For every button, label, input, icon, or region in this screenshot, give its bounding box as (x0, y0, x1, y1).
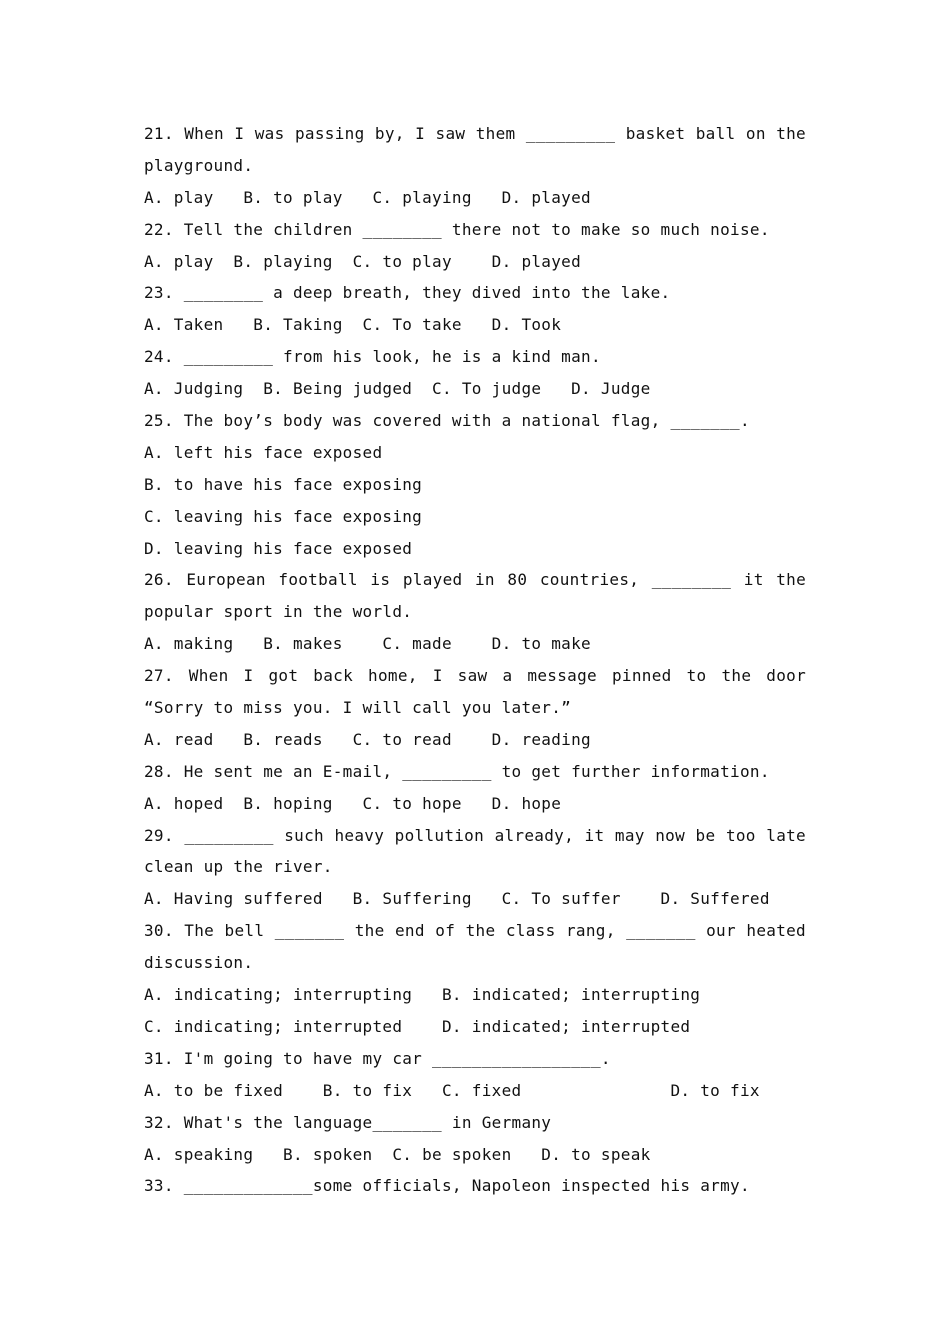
question-30-stem-cont: discussion. (144, 953, 254, 973)
question-27-stem-cont: “Sorry to miss you. I will call you later.” (144, 698, 572, 718)
question-33-stem: 33. _____________some officials, Napoleon inspected his army. (144, 1176, 750, 1196)
question-31-options: A. to be fixed B. to fix C. fixed D. to fix (144, 1080, 760, 1100)
question-25-option-d: D. leaving his face exposed (144, 538, 413, 558)
question-list (144, 118, 806, 1202)
question-30-options-ab: A. indicating; interrupting B. indicated; interrupting (144, 985, 701, 1005)
question-28-stem: 28. He sent me an E-mail, _________ to get further information. (144, 761, 770, 781)
question-22-options: A. play B. playing C. to play D. played (144, 251, 582, 271)
question-29-options: A. Having suffered B. Suffering C. To suffer D. Suffered (144, 889, 770, 909)
question-23-stem: 23. ________ a deep breath, they dived into the lake. (144, 283, 671, 303)
question-25-stem: 25. The boy’s body was covered with a national flag, _______. (144, 411, 750, 431)
question-30-stem: 30. The bell _______ the end of the class rang, _______ our heated (144, 921, 806, 941)
question-29-stem: 29. _________ such heavy pollution already, it may now be too late (144, 825, 806, 845)
question-24-stem: 24. _________ from his look, he is a kind man. (144, 347, 601, 367)
question-26-stem: 26. European football is played in 80 countries, ________ it the (144, 570, 806, 590)
question-27-stem: 27. When I got back home, I saw a message pinned to the door (144, 666, 806, 686)
question-29-stem-cont: clean up the river. (144, 857, 333, 877)
question-21-stem: 21. When I was passing by, I saw them _________ basket ball on the (144, 124, 806, 143)
question-27-options: A. read B. reads C. to read D. reading (144, 729, 591, 749)
question-23-options: A. Taken B. Taking C. To take D. Took (144, 315, 562, 335)
question-25-option-a: A. left his face exposed (144, 442, 383, 462)
question-22-stem: 22. Tell the children ________ there not to make so much noise. (144, 219, 770, 239)
question-25-option-c: C. leaving his face exposing (144, 506, 423, 526)
question-32-options: A. speaking B. spoken C. be spoken D. to speak (144, 1144, 651, 1164)
question-25-option-b: B. to have his face exposing (144, 474, 423, 494)
question-24-options: A. Judging B. Being judged C. To judge D. Judge (144, 379, 651, 399)
question-31-stem: 31. I'm going to have my car _________________. (144, 1048, 611, 1068)
question-26-stem-cont: popular sport in the world. (144, 602, 413, 622)
question-21-stem-cont: playground. (144, 155, 254, 175)
question-28-options: A. hoped B. hoping C. to hope D. hope (144, 793, 562, 813)
question-32-stem: 32. What's the language_______ in Germany (144, 1112, 552, 1132)
question-21-options: A. play B. to play C. playing D. played (144, 187, 591, 207)
question-30-options-cd: C. indicating; interrupted D. indicated; interrupted (144, 1016, 691, 1036)
question-26-options: A. making B. makes C. made D. to make (144, 634, 591, 654)
